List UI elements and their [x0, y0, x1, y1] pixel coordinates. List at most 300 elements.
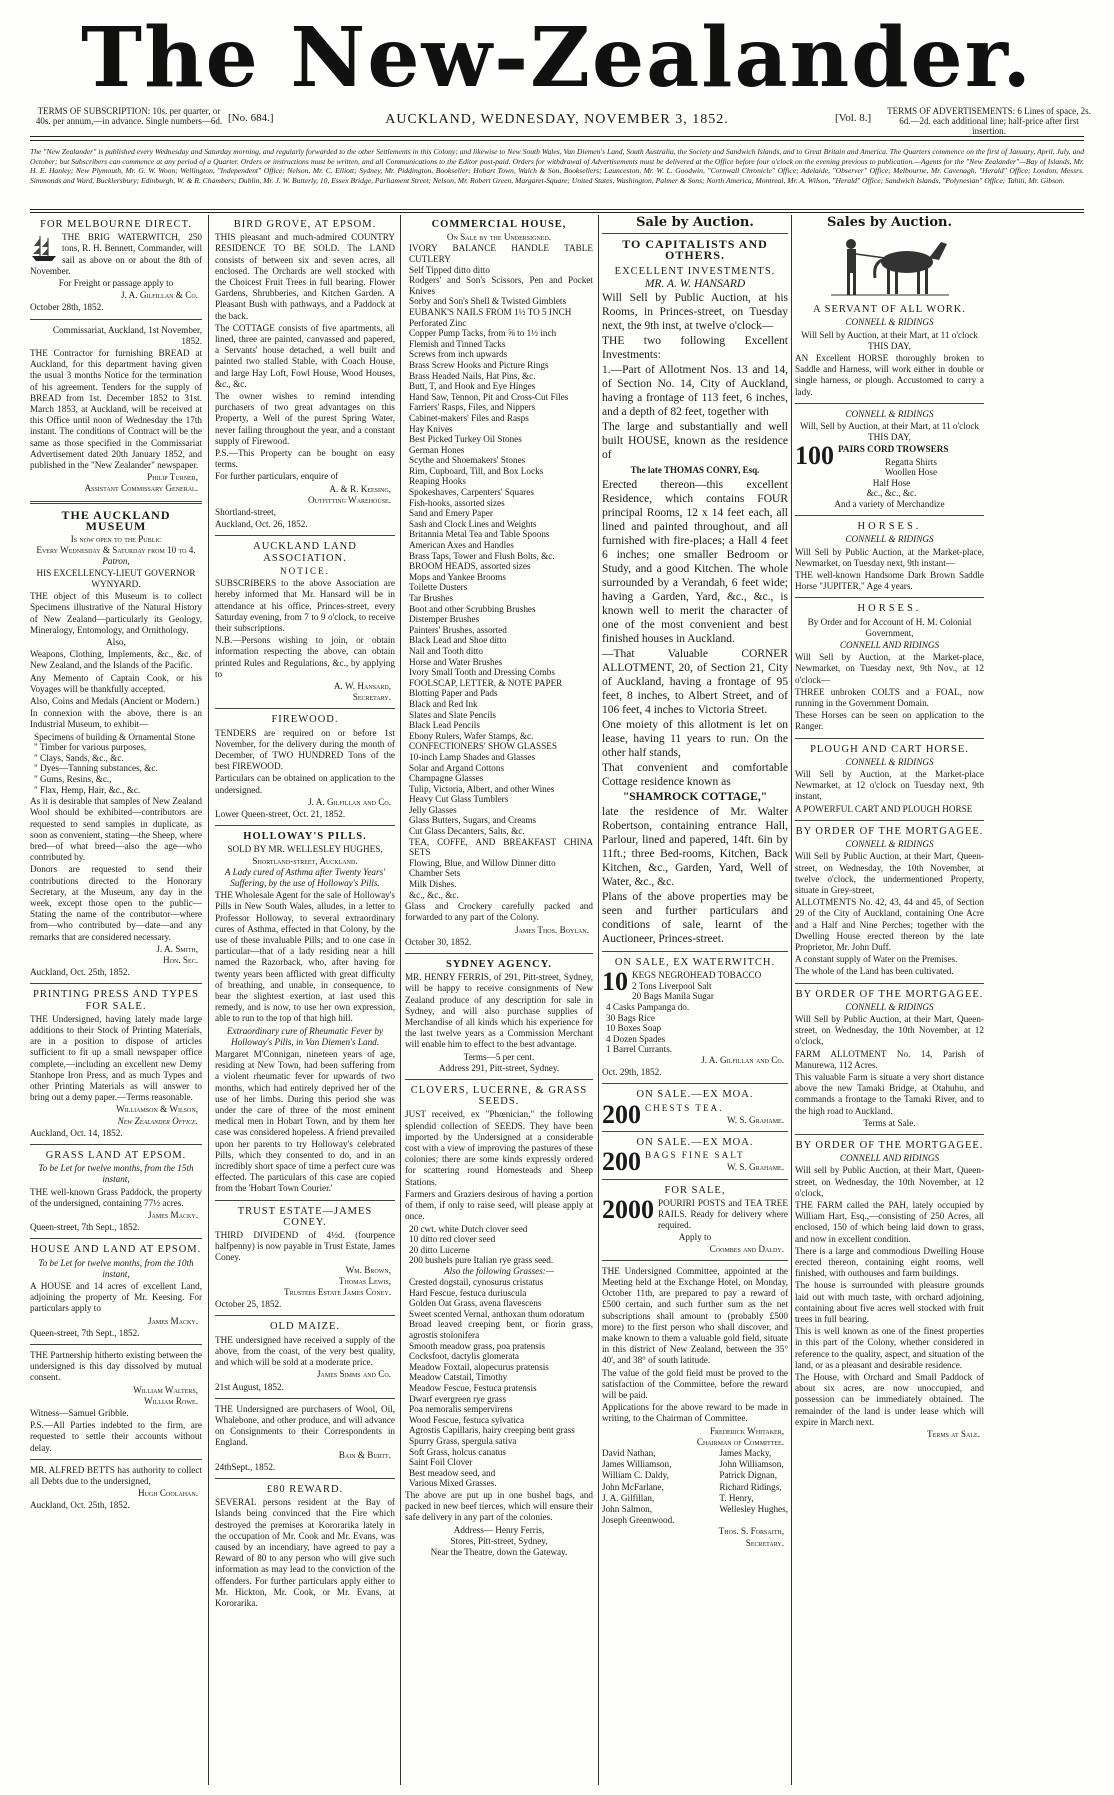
ad-heading: BIRD GROVE, AT EPSOM.	[233, 219, 377, 230]
ad-heading: ON SALE, EX WATERWITCH.	[614, 957, 776, 969]
ad-body: Particulars can be obtained on application to the undersigned.	[215, 773, 395, 795]
divider	[215, 708, 395, 709]
ad-heading: CLOVERS, LUCERNE, & GRASS SEEDS.	[410, 1085, 588, 1108]
ad-body: Terms—5 per cent.	[463, 1051, 535, 1062]
column-3	[405, 215, 593, 1790]
list-item: Hay Knives	[409, 423, 453, 434]
list-item: " Flax, Hemp, Hair, &c., &c.	[34, 784, 141, 795]
ad-body: Plans of the above properties may be seen and further particulars and conditions of sale, learnt of the Auctioneer, Princes-street.	[602, 891, 788, 946]
divider	[602, 1083, 788, 1084]
list-item: Self Tipped ditto ditto	[409, 264, 490, 275]
divider	[30, 136, 1084, 137]
ad-body: The value of the gold field must be proved to the satisfaction of the Committee, before the reward will be paid.	[602, 1367, 788, 1401]
divider	[795, 515, 984, 516]
divider	[602, 951, 788, 952]
list-item: Solar and Argand Cottons	[409, 762, 505, 773]
committee-names	[602, 1448, 788, 1526]
ad-date: Auckland, Oct. 25th, 1852.	[30, 1500, 130, 1511]
ad-body: THREE unbroken COLTS and a FOAL, now running in the Government Domain.	[795, 686, 984, 709]
auctioneer-name: CONNELL & RIDINGS	[845, 1001, 934, 1012]
ad-body: Glass and Crockery carefully packed and forwarded to any part of the Colony.	[405, 901, 593, 923]
list-item: Brass Taps, Tower and Flush Bolts, &c.	[409, 550, 555, 561]
ad-body: 1.—Part of Allotment Nos. 13 and 14, of Section No. 14, City of Auckland, having a frontage of 113 feet, 6 inches, and a depth of 82 feet, together with	[602, 364, 788, 419]
grass-list	[405, 1277, 593, 1489]
divider	[30, 501, 202, 504]
list-item: Tar Brushes	[409, 593, 454, 603]
seed-list	[405, 1224, 593, 1266]
ad-body: P.S.—This Property can be bought on easy terms.	[215, 448, 395, 470]
ad-body: This is well known as one of the finest properties in this part of the Colony, whether considered in reference to the quality, aspect, and situation of the land, or as a pleasant and desirable residence.	[795, 1326, 984, 1370]
ad-body: In connexion with the above, there is an Industrial Museum, to exhibit—	[30, 708, 202, 730]
committee-list-right	[719, 1448, 788, 1526]
list-item: John Salmon,	[602, 1504, 653, 1515]
list-item: Ebony Rulers, Wafer Stamps, &c.	[409, 730, 534, 741]
divider	[602, 1179, 788, 1180]
list-item: Milk Dishes.	[409, 879, 457, 890]
list-item: Glass Butters, Sugars, and Creams	[409, 815, 537, 826]
list-item: Tulip, Victoria, Albert, and other Wines	[409, 783, 555, 794]
ad-body: Will Sell by Public Auction, at his Rooms, in Princes-street, on Tuesday next, the 9th inst, at twelve o'clock—	[602, 292, 788, 333]
divider	[30, 1238, 202, 1239]
divider	[30, 1344, 202, 1345]
list-item: Distemper Brushes	[409, 614, 480, 625]
ad-body: Weapons, Clothing, Implements, &c., &c. of New Zealand, and the Islands of the Pacific.	[30, 649, 202, 671]
masthead	[0, 0, 1114, 110]
list-item: Horse and Water Brushes	[409, 656, 503, 667]
list-item: " Gums, Resins, &c.,	[34, 773, 112, 784]
ad-date: Commissariat, Auckland, 1st November, 1852.	[52, 324, 202, 346]
ad-signature: Hugh Coolahan.	[137, 1488, 198, 1499]
divider	[215, 535, 395, 536]
list-item: Half Hose	[872, 477, 911, 488]
ad-heading: HORSES.	[857, 521, 922, 533]
list-item: J. A. Gilfillan,	[602, 1492, 655, 1503]
ad-body: One moiety of this allotment is let on lease, having 11 years to run. On the other half stands,	[602, 719, 788, 760]
list-item: Spokeshaves, Carpenters' Squares	[409, 487, 534, 498]
list-item: 200 bushels pure Italian rye grass seed.	[409, 1255, 554, 1266]
divider	[30, 1144, 202, 1145]
divider	[602, 1131, 788, 1132]
ad-signature: A. & R. Keesing,	[329, 483, 391, 494]
issue-number: [No. 684.]	[228, 112, 274, 124]
ad-body: Terms at Sale.	[863, 1117, 916, 1128]
list-item: Screws from inch upwards	[409, 349, 508, 360]
ad-body: Applications for the above reward to be made in writing, to the Chairman of Committee.	[602, 1402, 788, 1424]
ad-body: A constant supply of Water on the Premises.	[795, 954, 958, 965]
ad-signature: Bain & Burtt.	[338, 1449, 391, 1460]
ad-body: The house is surrounded with pleasure grounds laid out with much taste, with orchard adjoining, containing about five acres well stocked with fruit trees in full bearing.	[795, 1280, 984, 1325]
divider	[30, 212, 1084, 213]
list-item: 20 ditto Lucerne	[409, 1244, 470, 1255]
ad-signature: J. A. Gilfillan and Co.	[701, 1054, 784, 1065]
horse-and-groom-icon	[825, 230, 955, 300]
list-item: Joseph Greenwood.	[602, 1515, 675, 1526]
ad-signature: James Simms and Co.	[316, 1369, 391, 1380]
ad-body: Will Sell by Auction, at the Market-place, Newmarket, on Tuesday next, 9th Nov., at 12 o'clock—	[795, 652, 984, 685]
ad-subheading: Shortland-street, Auckland.	[252, 855, 358, 866]
list-item: Regatta Shirts	[885, 456, 937, 467]
list-item: BROOM HEADS, assorted sizes	[409, 561, 531, 572]
ad-heading: COMMERCIAL HOUSE,	[431, 219, 567, 230]
list-item: 1 Barrel Currants.	[606, 1044, 673, 1055]
list-item: Farriers' Rasps, Files, and Nippers	[409, 402, 536, 413]
ad-name: The late THOMAS CONRY, Esq.	[630, 465, 760, 476]
ad-body: Will Sell by Auction, at their Mart, at 11 o'clock THIS DAY,	[801, 329, 978, 351]
divider	[405, 953, 593, 954]
ship-ad	[30, 232, 202, 277]
divider	[405, 1079, 593, 1080]
ad-heading: BY ORDER OF THE MORTGAGEE.	[795, 825, 984, 837]
list-item: &c., &c., &c.	[866, 488, 917, 499]
ad-signature: Thos. S. Forsaith,	[718, 1526, 784, 1537]
ad-signature: Hon. Sec.	[163, 954, 198, 965]
column-rule	[598, 215, 599, 1785]
ad-item: BAGS FINE SALT	[645, 1150, 745, 1161]
ad-body: By Order and for Account of H. M. Colonial Government,	[807, 616, 972, 638]
moa-tea	[602, 1099, 788, 1129]
ad-body: late the residence of Mr. Walter Robertson, containing entrance Hall, Parlour, lined and papered, 14ft. 6in by 11ft.; three Bed-rooms, Kitchen, Back Kitchen, &c., Garden, Yard, Well of Water, &c., &c.	[602, 806, 788, 889]
auctioneer-name: CONNELL & RIDINGS	[845, 839, 934, 850]
ad-address: Address— Henry Ferris,	[453, 1524, 545, 1535]
list-item: Patrick Dignan,	[719, 1470, 777, 1481]
ad-body: Will, Sell by Auction, at their Mart, at 11 o'clock THIS DAY,	[799, 421, 980, 443]
ad-body: ALLOTMENTS No. 42, 43, 44 and 45, of Section 29 of the City of Auckland, containing One Acre and a Half and Nine Perches; together with the Dwelling House erected thereon by the late Proprietor, Mr. John Duff.	[795, 897, 984, 952]
ad-body: The House, with Orchard and Small Paddock of about six acres, are now unoccupied, and possession can be immediately obtained. The remainder of the land is under lease which will expire in March next.	[795, 1372, 984, 1427]
list-item: Sweet scented Vernal, anthoxan thum odoratum	[409, 1308, 585, 1319]
list-item: Slates and Slate Pencils	[409, 709, 497, 720]
ad-subheading: A Lady cured of Asthma after Twenty Years' Suffering, by the use of Holloway's Pills.	[224, 866, 386, 888]
divider	[795, 403, 984, 404]
ad-subheading: To be Let for twelve months, from the 15th instant,	[38, 1163, 194, 1185]
ad-body: MR. ALFRED BETTS has authority to collect all Debts due to the undersigned,	[30, 1464, 202, 1487]
list-item: Meadow Fescue, Festuca pratensis	[409, 1383, 537, 1394]
list-item: Broad leaved creeping bent, or fiorin grass, agrostis stolonifera	[409, 1319, 593, 1341]
ad-date: Auckland, Oct. 14, 1852.	[30, 1127, 123, 1138]
ad-body: The large and substantially and well built HOUSE, known as the residence of	[602, 421, 788, 462]
ad-date: Oct. 29th, 1852.	[602, 1067, 662, 1078]
list-item: Cut Glass Decanters, Salts, &c.	[409, 826, 525, 837]
ad-date: Auckland, Oct. 26, 1852.	[215, 519, 308, 530]
ad-body: Will Sell by Auction, at the Market-place Newmarket, at 12 o'clock on Tuesday next, 9th instant,	[795, 769, 984, 802]
ad-date: 24thSept., 1852.	[215, 1461, 276, 1472]
list-item: Golden Oat Grass, avena flavescens	[409, 1298, 542, 1309]
ad-body: And a variety of Merchandize	[834, 499, 945, 510]
ad-signature: A. W. Hansard,	[333, 680, 391, 691]
ad-signature: Terms at Sale.	[927, 1429, 980, 1440]
ad-heading: TRUST ESTATE—JAMES CONEY.	[237, 1205, 373, 1228]
list-item: Nail and Tooth ditto	[409, 645, 483, 656]
list-item: &c., &c., &c.	[409, 889, 459, 900]
list-item: Copper Pump Tacks, from ⅝ to 1½ inch	[409, 328, 557, 339]
ad-body: THE Contractor for furnishing BREAD at Auckland, for this department having given the usual 3 months Notice for the termination of his agreement. Tenders for the supply of BREAD from 1st. December 1852 to 31st. March 1853, at Auckland, will be received at this Office until noon of Wednesday the 17th instant. The conditions of Contract will be the same as those specified in the Commissariat Advertisement dated 20th January 1852, and published in the "New Zealander" newspaper.	[30, 348, 202, 471]
ad-date: October 25, 1852.	[215, 1299, 282, 1310]
column-4	[602, 215, 788, 1790]
column-1	[30, 215, 202, 1790]
list-item: Champagne Glasses	[409, 773, 484, 784]
list-item: John Williamson,	[719, 1459, 784, 1470]
ad-heading: BY ORDER OF THE MORTGAGEE.	[795, 988, 984, 1000]
list-item: Butt, T, and Hook and Eye Hinges	[409, 381, 536, 392]
newspaper-title: The New-Zealander.	[81, 10, 1033, 106]
list-item: Wellesley Hughes,	[719, 1504, 788, 1515]
divider	[30, 1459, 202, 1460]
divider	[30, 140, 1084, 141]
list-item: Reaping Hooks	[409, 476, 466, 487]
ad-heading: £80 REWARD.	[266, 1483, 344, 1495]
moa-salt	[602, 1147, 788, 1177]
ad-heading: ON SALE.—EX MOA.	[636, 1136, 754, 1148]
divider	[215, 1315, 395, 1316]
divider	[215, 1398, 395, 1399]
ad-body: This valuable Farm is situate a very short distance above the new Tamaki Bridge, at Otahuhu, and commands a frontage to the Tamaki River, and to the high road to Auckland.	[795, 1071, 984, 1116]
goods-list	[602, 967, 788, 1055]
divider	[795, 597, 984, 598]
list-item: Wood Fescue, festuca sylvatica	[409, 1414, 525, 1425]
trowsers-ad	[795, 441, 984, 499]
list-item: Rodgers' and Son's Scissors, Pen and Pocket Knives	[409, 275, 593, 296]
auctioneer-name: CONNELL & RIDINGS	[845, 408, 934, 419]
goods-list	[405, 243, 593, 900]
list-item: Toilette Dusters	[409, 582, 468, 593]
divider	[795, 820, 984, 821]
list-item: Jelly Glasses	[409, 804, 457, 815]
ad-address: Near the Theatre, down the Gateway.	[430, 1546, 568, 1557]
ad-date: October 28th, 1852.	[30, 302, 104, 313]
ad-body: Farmers and Graziers desirous of having a portion of them, if only to raise seed, will please apply at once.	[405, 1188, 593, 1222]
list-item: Soft Grass, holcus canatus	[409, 1446, 506, 1457]
list-item: Richard Ridings,	[719, 1481, 782, 1492]
ad-quantity: 2000	[602, 1194, 654, 1224]
list-item: Black Lead Pencils	[409, 720, 480, 731]
list-item: " Timber for various purposes,	[34, 742, 147, 753]
waterwitch-goods	[602, 967, 788, 1055]
ad-signature: William Rowe.	[143, 1395, 198, 1406]
column-rule	[791, 215, 792, 1785]
list-item: American Axes and Handles	[409, 540, 514, 551]
list-item: " Clays, Sands, &c., &c.	[34, 752, 124, 763]
ad-quantity: 200	[602, 1147, 641, 1177]
ad-signature: W. S. Grahame.	[726, 1162, 784, 1173]
list-item: Dwarf evergreen rye grass	[409, 1393, 507, 1404]
ad-body: Any Memento of Captain Cook, or his Voyages will be thankfully accepted.	[30, 672, 202, 694]
list-item: Hard Fescue, festuca duriuscula	[409, 1287, 527, 1298]
ad-date: Auckland, Oct. 25th, 1852.	[30, 967, 130, 978]
ad-heading: AUCKLAND LAND ASSOCIATION.	[253, 541, 357, 564]
ad-body: A POWERFUL CART AND PLOUGH HORSE	[795, 803, 973, 814]
ad-body: Will sell by Public Auction, at their Mart, Queen-street, on Wednesday, the 10th November, at 12 o'clock,	[795, 1165, 984, 1198]
ad-body: For Freight or passage apply to	[58, 278, 174, 289]
ad-signature: Frederick Whitaker,	[709, 1425, 784, 1436]
ad-body: Will Sell by Public Auction, at the Market-place, Newmarket, on Tuesday next, 9th instant—	[795, 546, 984, 568]
ad-body: THE two following Excellent Investments:	[602, 335, 788, 362]
auctioneer-name: CONNELL AND RIDINGS	[839, 1153, 940, 1164]
ad-body: Will Sell by Public Auction, at their Mart, Queen-street, on Wednesday, the 10th November, at 12 o'clock,	[795, 1013, 984, 1047]
ad-body: The whole of the Land has been cultivated.	[795, 966, 954, 977]
ad-signature: Trustees Estate James Coney.	[284, 1287, 391, 1298]
ad-signature: James Macky.	[147, 1210, 198, 1220]
ad-date: October 30, 1852.	[405, 936, 472, 947]
list-item: Ivory Small Tooth and Dressing Combs	[409, 667, 555, 678]
ad-body: THIS pleasant and much-admired COUNTRY RESIDENCE TO BE SOLD. The LAND consists of between six and seven acres, all enclosed. The Orchards are well stocked with the Choicest Fruit Trees in full bearing. Flower Gardens, Shrubberies, and Kitchen Garden. A Pleasant Bush with pathways, and a Paddock at the back.	[215, 232, 395, 321]
list-item: Chamber Sets	[409, 868, 461, 879]
list-item: Britannia Metal Tea and Table Spoons	[409, 529, 550, 540]
ad-subheading: On Sale by the Undersigned.	[446, 232, 552, 243]
ad-heading: ON SALE.—EX MOA.	[636, 1089, 754, 1101]
ad-body: Also,	[106, 636, 126, 647]
ad-body: Witness—Samuel Gribble.	[30, 1408, 129, 1419]
ad-quantity: 100	[795, 441, 834, 471]
list-item: 10-inch Lamp Shades and Glasses	[409, 751, 536, 762]
ad-quantity: 10	[602, 967, 628, 997]
list-item: Black and Red Ink	[409, 698, 478, 709]
list-item: Brass Headed Nails, Hat Pins, &c.	[409, 370, 536, 381]
list-item: Woollen Hose	[884, 467, 938, 478]
ad-subheading: To be Let for twelve months, from the 10th instant,	[38, 1257, 194, 1279]
list-item: Sand and Emery Paper	[409, 508, 493, 519]
ad-body: FARM ALLOTMENT No. 14, Parish of Manurewa, 112 Acres.	[795, 1048, 984, 1070]
ad-signature: J. A. Gilfillan & Co.	[120, 290, 198, 301]
list-item: Cocksfoot, dactylis glomerata	[409, 1351, 519, 1362]
ad-subheading: Also the following Grasses:—	[444, 1265, 554, 1276]
ad-subheading: Extraordinary cure of Rheumatic Fever by Holloway's Pills, in Van Diemen's Land.	[226, 1025, 384, 1047]
section-heading: Sale by Auction.	[636, 215, 754, 230]
ad-heading: FIREWOOD.	[271, 714, 339, 726]
auctioneer-name: CONNELL & RIDINGS	[845, 317, 934, 328]
ad-heading: GRASS LAND AT EPSOM.	[45, 1149, 187, 1161]
list-item: 4 Casks Pampanga do.	[606, 1002, 690, 1012]
ad-signature: Williamson & Wilson,	[116, 1104, 198, 1115]
ad-body: AN Excellent HORSE thoroughly broken to Saddle and Harness, will work either in double or single harness, or plough. Accustomed to carry a lady.	[795, 353, 984, 397]
ad-signature: Thomas Lewis,	[338, 1275, 391, 1286]
ad-body: THE Undersigned Committee, appointed at the Meeting held at the Exchange Hotel, on Monday, October 11th, are prepared to pay a reward of £500 certain, and such further sum as the net subscriptions shall amount to (probably £500 more) to the first person who shall discover, and make known to them a valuable gold field, situate in this district of New Zealand, between the 35° 40', and 38° of south latitude.	[602, 1265, 788, 1366]
list-item: Specimens of building & Ornamental Stone	[34, 731, 196, 742]
list-item: TEA, COFFE, AND BREAKFAST CHINA SETS	[409, 836, 593, 858]
divider	[215, 1478, 395, 1479]
list-item: Sash and Clock Lines and Weights	[409, 518, 537, 529]
list-item: 30 Bags Rice	[606, 1012, 655, 1023]
ad-signature: James Macky.	[147, 1315, 198, 1326]
ad-subheading: EXCELLENT INVESTMENTS.	[614, 265, 776, 277]
posts-ad	[602, 1194, 788, 1232]
ad-heading: PLOUGH AND CART HORSE.	[810, 743, 969, 755]
ad-body: There is a large and commodious Dwelling House erected thereon, containing eight rooms, well finished, with outhouses and farm buildings.	[795, 1245, 984, 1279]
list-item: Saint Foil Clover	[409, 1457, 473, 1468]
ad-body: Apply to	[678, 1232, 712, 1243]
list-item: Rim, Cupboard, Till, and Box Locks	[409, 465, 544, 476]
ad-signature: Assistant Commissary General.	[84, 483, 198, 494]
ad-heading: TO CAPITALISTS AND OTHERS.	[622, 237, 768, 263]
ad-body: THE undersigned have received a supply of the above, from the coast, of the very best quality, and which will be sold at a moderate price.	[215, 1334, 395, 1368]
ad-heading: PRINTING PRESS AND TYPES FOR SALE.	[33, 989, 199, 1012]
column-5	[795, 215, 984, 1790]
ship-icon	[30, 234, 58, 264]
dateline: AUCKLAND, WEDNESDAY, NOVEMBER 3, 1852.	[385, 112, 729, 127]
list-item: 2 Tons Liverpool Salt	[632, 980, 712, 991]
ad-item: PAIRS CORD TROWSERS	[838, 444, 949, 455]
list-item: IVORY BALANCE HANDLE TABLE CUTLERY	[409, 243, 593, 264]
ad-signature: J. A. Gilfillan and Co.	[308, 796, 391, 807]
ad-item: CHESTS TEA.	[645, 1102, 724, 1113]
list-item: Sorby and Son's Shell & Twisted Gimblets	[409, 296, 567, 307]
auctioneer-name: CONNELL AND RIDINGS	[839, 640, 940, 651]
list-item: Hand Saw, Tennon, Pit and Cross-Cut Files	[409, 391, 569, 402]
ad-body: The above are put up in one bushel bags, and packed in new beef tierces, which will ensure their safe delivery in any part of the colonies.	[405, 1489, 593, 1523]
publication-notice: The "New Zealander" is published every Wednesday and Saturday morning, and regularly forwarded to the other Settlements in this Colony; and likewise to New South Wales, Van Diemen's Land, South Australia, the Society and Sandwich Islands, and to Great Britain and America. The Quarters commence on the first of January, April, July, and October; but Subscribers can commence at any period of a Quarter. Orders or instructions must be written, and all Communications to the Editor post-paid. Orders for withdrawal of Advertisements must be delivered at the Office before four o'clock on the evening previous to publication.—Agents for the "New Zealander"—Bay of Islands, Mr. H. E. Hanley; New Plymouth, Mr. G. W. Woon; Wellington, "Independent" Office; Nelson, Mr. C. Elliott; Sydney, Mr. Piddington, Bookseller; Hobart Town, Walch & Son, Booksellers; Launceston, Mr. W. L. Goodwin, "Cornwall Chronicle" Office; Adelaide, "Observer" Office; Melbourne, Mr. Cavenagh, "Herald" Office; London, Messrs. Simmonds and Ward, Bucklersbury; Edinburgh, W. & R. Chambers; Dublin, Mr. J. W. Butterly, 10, Essex Bridge, Parliament Street; Nelson, Mr. Robert Green, Margaret-Square; United States, Washington, Palmer & Sons; North America, Montreal, Mr. A. Wilson, "Herald" Office; Sandwich Islands, "Polynesian" Office; Tahiti, Mr. Gibson.	[30, 147, 1084, 185]
ad-body: JUST received, ex "Phœnician," the following splendid collection of SEEDS. They have been imported by the Undersigned at a considerable cost with a view of improving the pastures of these colonies; there are some kinds expressly ordered for scattering round Homesteads and Sheep Stations.	[405, 1109, 593, 1187]
ad-body: THE well-known Handsome Dark Brown Saddle Horse "JUPITER," Age 4 years.	[795, 570, 984, 592]
ad-body: The COTTAGE consists of five apartments, all lined, three are painted, canvassed and papered, a Servants' house detached, a well built and painted two stalled Stable, with Coach House, and large Hay Loft, Fowl House, Wood Houses, &c., &c.	[215, 322, 395, 389]
ad-body: —That Valuable CORNER ALLOTMENT, 20, of Section 21, City of Auckland, having a frontage of 95 feet, 8 inches, to Albert Street, and of 106 feet, 4 inches to Victoria Street.	[602, 648, 788, 717]
divider	[215, 1200, 395, 1201]
ad-body: THE BRIG WATERWITCH, 250 tons, R. H. Bennett, Commander, will sail as above on or about the 8th of November.	[30, 232, 202, 276]
ad-body: P.S.—All Parties indebted to the firm, are requested to settle their accounts without delay.	[30, 1420, 202, 1453]
list-item: William C. Daldy,	[602, 1470, 669, 1481]
ad-heading: THE AUCKLAND MUSEUM	[61, 507, 171, 533]
ad-body: TENDERS are required on or before 1st November, for the delivery during the month of December, of TWO HUNDRED Tons of the best FIREWOOD.	[215, 727, 395, 772]
ad-subheading: SOLD BY MR. WELLESLEY HUGHES,	[227, 844, 383, 855]
ad-date: Lower Queen-street, Oct. 21, 1852.	[215, 808, 346, 819]
list-item: " Dyes—Tanning substances, &c.	[34, 763, 158, 774]
list-item: 4 Dozen Spades	[606, 1033, 666, 1044]
ad-body: SUBSCRIBERS to the above Association are hereby informed that Mr. Hansard will be in attendance at his office, Princes-street, every Saturday evening, from 7 to 9 o'clock, to receive their subscriptions.	[215, 578, 395, 633]
ad-subheading: NOTICE.	[280, 565, 330, 576]
ad-signature: Outfitting Warehouse.	[307, 494, 391, 505]
auctioneer-name: MR. A. W. HANSARD	[644, 277, 746, 290]
advertisement-terms: TERMS OF ADVERTISEMENTS: 6 Lines of space, 2s. 6d.—2d. each additional line; half-price after first insertion.	[887, 106, 1091, 136]
list-item: CONFECTIONERS' SHOW GLASSES	[409, 741, 557, 752]
list-item: Fish-hooks, assorted sizes	[409, 497, 505, 508]
ad-date: Shortland-street,	[215, 507, 276, 518]
list-item: FOOLSCAP, LETTER, & NOTE PAPER	[409, 677, 563, 688]
ad-body: Donors are requested to send their contributions directed to the Honorary Secretary, at the Museum, any day in the week, except those open to the public—Stating the name of the contributor—where from—who contributed by—date—and any remarks that are considered necessary.	[30, 864, 202, 942]
ad-heading: HORSES.	[857, 603, 922, 615]
ad-heading: BY ORDER OF THE MORTGAGEE.	[795, 1139, 984, 1151]
ad-body: THE well-known Grass Paddock, the property of the undersigned, containing 77½ acres.	[30, 1186, 202, 1208]
ad-body: As it is desirable that samples of New Zealand Wool should be exhibited—contributors are requested to send samples in duplicate, as soon as convenient, stating—the Sheep, where bred—of what breed—also the age—who contributed by.	[30, 796, 202, 863]
list-item: 20 cwt. white Dutch clover seed	[409, 1223, 528, 1234]
list-item: David Nathan,	[602, 1448, 656, 1459]
divider	[795, 738, 984, 739]
ad-body: Address 291, Pitt-street, Sydney.	[438, 1062, 560, 1073]
divider	[795, 1134, 984, 1135]
ad-body: THIRD DIVIDEND of 4½d. (fourpence halfpenny) is now payable in Trust Estate, James Coney.	[215, 1230, 395, 1263]
ad-body: Also, Coins and Medals (Ancient or Modern.)	[30, 695, 200, 706]
list-item: Mops and Yankee Brooms	[409, 571, 506, 582]
ad-body: THE Partnership hitherto existing between the undersigned is this day dissolved by mutual consent.	[30, 1350, 202, 1383]
list-item: Blotting Paper and Pads	[409, 688, 498, 699]
divider	[30, 209, 1084, 210]
ad-body: A HOUSE and 14 acres of excellent Land, adjoining the property of Mr. Keesing. For particulars apply to	[30, 1281, 202, 1314]
ad-subheading: HIS EXCELLENCY-LIEUT GOVERNOR WYNYARD.	[36, 567, 196, 589]
list-item: Heavy Cut Glass Tumblers	[409, 794, 509, 805]
column-2	[215, 215, 395, 1790]
ad-heading: FOR MELBOURNE DIRECT.	[40, 219, 192, 230]
list-item: Flowing, Blue, and Willow Dinner ditto	[409, 857, 556, 868]
ad-heading: HOUSE AND LAND AT EPSOM.	[30, 1244, 202, 1256]
ad-body: THE object of this Museum is to collect Specimens illustrative of the Natural History of New Zealand—particularly its Geology, Mineralogy, Entomology, and Ornithology.	[30, 591, 202, 635]
ad-heading: OLD MAIZE.	[269, 1321, 341, 1333]
ad-body: MR. HENRY FERRIS, of 291, Pitt-street, Sydney, will be happy to receive consignments of New Zealand produce of any description for sale in Sydney, and will also purchase supplies of Merchandise of all kinds which his experience for the last twelve years as a Commission Merchant will enable him to effect to the best advantage.	[405, 972, 593, 1050]
ad-signature: Secretary.	[745, 1537, 784, 1548]
list-item: Brass Screw Hooks and Picture Rings	[409, 359, 549, 370]
list-item: Poa nemoralis sempervirens	[409, 1404, 513, 1415]
ad-name: "SHAMROCK COTTAGE,"	[622, 791, 768, 804]
divider	[602, 1260, 788, 1261]
ad-date: Queen-street, 7th Sept., 1852.	[30, 1327, 140, 1338]
museum-list	[30, 732, 202, 796]
list-item: James Macky,	[719, 1448, 772, 1459]
ad-body: THE Undersigned are purchasers of Wool, Oil, Whalebone, and other produce, and will advance on Consignments to their Correspondents in England.	[215, 1403, 395, 1448]
